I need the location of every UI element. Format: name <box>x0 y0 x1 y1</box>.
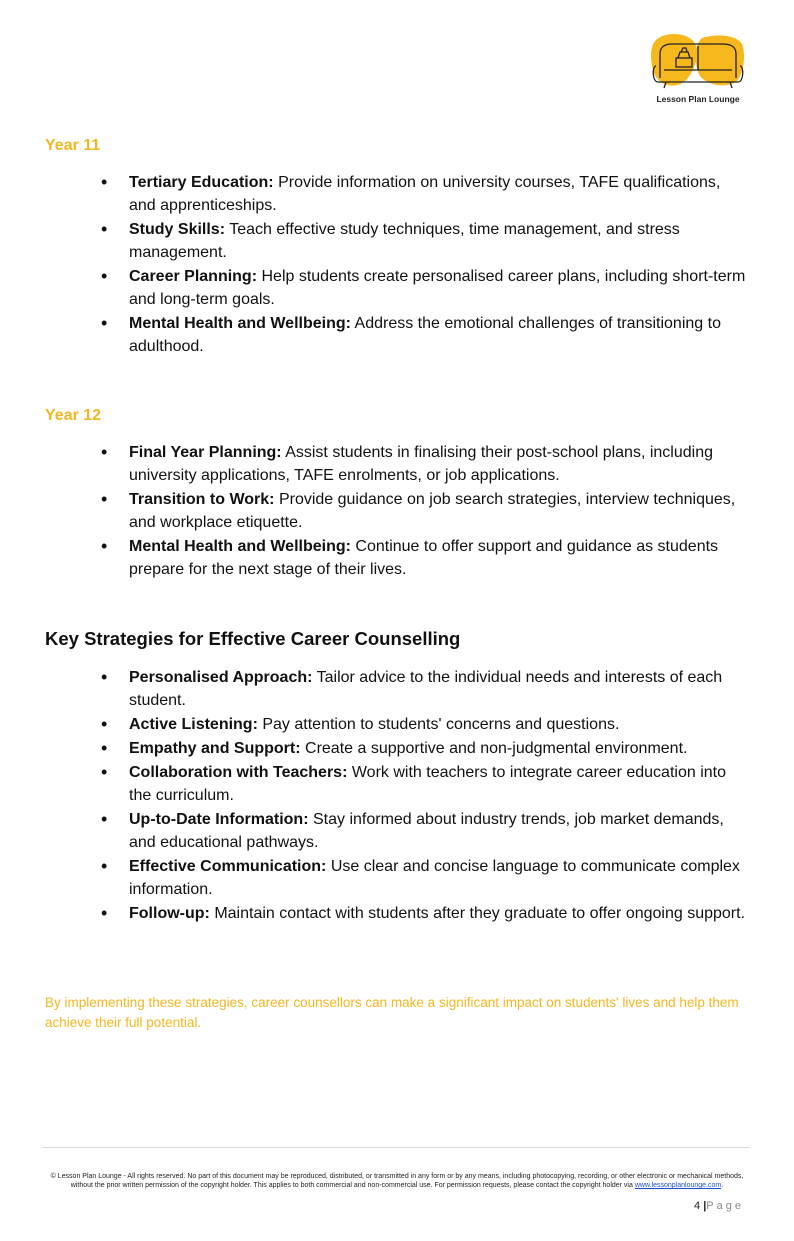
item-description: Create a supportive and non-judgmental environment. <box>305 740 688 757</box>
item-description: Pay attention to students' concerns and questions. <box>262 716 620 733</box>
item-description: Use clear and concise language to communicate complex information. <box>129 858 740 898</box>
list-item <box>101 171 751 217</box>
page-number-value: 4 <box>694 1200 701 1212</box>
logo-text: Lesson Plan Lounge <box>656 94 740 104</box>
item-term: Empathy and Support: <box>129 740 301 757</box>
list-item <box>101 265 751 311</box>
list-item <box>101 737 751 760</box>
list-item <box>101 312 751 358</box>
item-description: Help students create personalised career plans, including short-term and long-term goals. <box>129 268 746 308</box>
item-term: Mental Health and Wellbeing: <box>129 315 351 332</box>
item-description: Work with teachers to integrate career education into the curriculum. <box>129 764 726 804</box>
item-term: Final Year Planning: <box>129 444 282 461</box>
item-description: Continue to offer support and guidance as students prepare for the next stage of their lives. <box>129 538 719 578</box>
page-separator: | <box>703 1200 707 1212</box>
item-description: Tailor advice to the individual needs and interests of each student. <box>129 669 723 709</box>
year-11-heading: Year 11 <box>45 137 101 154</box>
item-term: Career Planning: <box>129 268 258 285</box>
list-item <box>101 855 751 901</box>
list-item <box>101 488 751 534</box>
item-term: Personalised Approach: <box>129 669 313 686</box>
item-description: Address the emotional challenges of transitioning to adulthood. <box>129 315 721 355</box>
list-item <box>101 902 751 925</box>
copyright-text: © Lesson Plan Lounge - All rights reserved. No part of this document may be reproduced, distributed, or transmitted in any form or by any means, including photocopying, recording, or other electronic or mechanical methods, without the prior written permission of the copyright holder. This applies to both commercial and non-commercial use. For permission requests, please contact the copyright holder via <box>50 1173 744 1189</box>
year-12-list <box>101 441 751 582</box>
item-description: Stay informed about industry trends, job market demands, and educational pathways. <box>129 811 724 851</box>
key-strategies-heading: Key Strategies for Effective Career Counselling <box>45 628 461 649</box>
strategies-list <box>101 666 751 926</box>
list-item <box>101 713 751 736</box>
item-description: Maintain contact with students after they graduate to offer ongoing support. <box>214 905 746 922</box>
item-term: Transition to Work: <box>129 491 275 508</box>
item-term: Effective Communication: <box>129 858 327 875</box>
item-term: Collaboration with Teachers: <box>129 764 348 781</box>
page-label: Page <box>706 1200 744 1212</box>
footer-period: . <box>721 1182 724 1189</box>
item-term: Mental Health and Wellbeing: <box>129 538 351 555</box>
list-item <box>101 218 751 264</box>
list-item <box>101 535 751 581</box>
item-term: Follow-up: <box>129 905 210 922</box>
logo <box>650 32 746 108</box>
item-description: Teach effective study techniques, time management, and stress management. <box>129 221 680 261</box>
list-item <box>101 666 751 712</box>
item-term: Up-to-Date Information: <box>129 811 309 828</box>
website-link[interactable]: www.lessonplanlounge.com <box>634 1182 722 1189</box>
page-number <box>694 1200 744 1212</box>
item-description: Provide guidance on job search strategies, interview techniques, and workplace etiquette. <box>129 491 736 531</box>
item-description: Assist students in finalising their post-school plans, including university applications, TAFE enrolments, or job applications. <box>129 444 713 484</box>
item-term: Tertiary Education: <box>129 174 274 191</box>
list-item <box>101 761 751 807</box>
footer-copyright <box>50 1172 744 1190</box>
year-11-list <box>101 171 751 359</box>
year-12-heading: Year 12 <box>45 407 102 424</box>
item-description: Provide information on university courses, TAFE qualifications, and apprenticeships. <box>129 174 721 214</box>
sofa-icon <box>650 32 746 94</box>
footer-divider <box>42 1147 750 1148</box>
item-term: Active Listening: <box>129 716 258 733</box>
item-term: Study Skills: <box>129 221 226 238</box>
list-item <box>101 808 751 854</box>
list-item <box>101 441 751 487</box>
closing-paragraph: By implementing these strategies, career counsellors can make a significant impact on students' lives and help them achieve their full potential. <box>45 995 739 1030</box>
